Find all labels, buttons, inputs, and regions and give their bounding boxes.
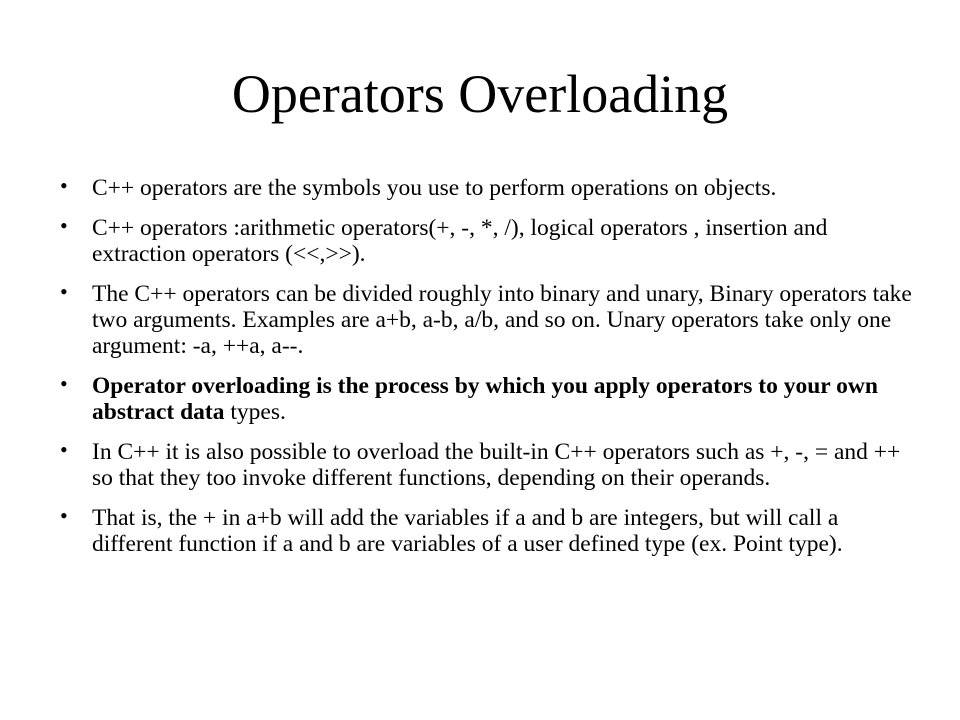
bullet-text: The C++ operators can be divided roughly into binary and unary, Binary operators take two arguments. Examples are a+b, a-b, a/b, and so on. Unary operators take only one argument: -a, ++a, a--. <box>92 281 912 359</box>
bullet-dot-icon: • <box>60 437 68 462</box>
bullet-text: C++ operators :arithmetic operators(+, -, *, /), logical operators , insertion and extraction operators (<<,>>). <box>92 215 828 267</box>
bullet-dot-icon: • <box>60 279 68 304</box>
slide-title: Operators Overloading <box>231 64 729 124</box>
bullet-item <box>56 281 916 359</box>
bullet-text: In C++ it is also possible to overload the built-in C++ operators such as +, -, = and ++ so that they too invoke different functions, depending on their operands. <box>92 439 901 491</box>
bullet-item <box>56 439 916 491</box>
bullet-text: types. <box>224 399 286 425</box>
bullet-dot-icon: • <box>60 371 68 396</box>
bullet-dot-icon: • <box>60 503 68 528</box>
bullet-text: C++ operators are the symbols you use to perform operations on objects. <box>92 175 777 201</box>
bullet-item <box>56 505 916 557</box>
bullet-item <box>56 215 916 267</box>
bullet-bold-text: Operator overloading is the process by which you apply operators to your own abstract data <box>92 373 878 425</box>
bullet-dot-icon: • <box>60 213 68 238</box>
bullet-text: That is, the + in a+b will add the variables if a and b are integers, but will call a different function if a and b are variables of a user defined type (ex. Point type). <box>92 505 843 557</box>
bullet-list <box>56 175 916 571</box>
bullet-item <box>56 175 916 201</box>
bullet-item <box>56 373 916 425</box>
bullet-dot-icon: • <box>60 173 68 198</box>
